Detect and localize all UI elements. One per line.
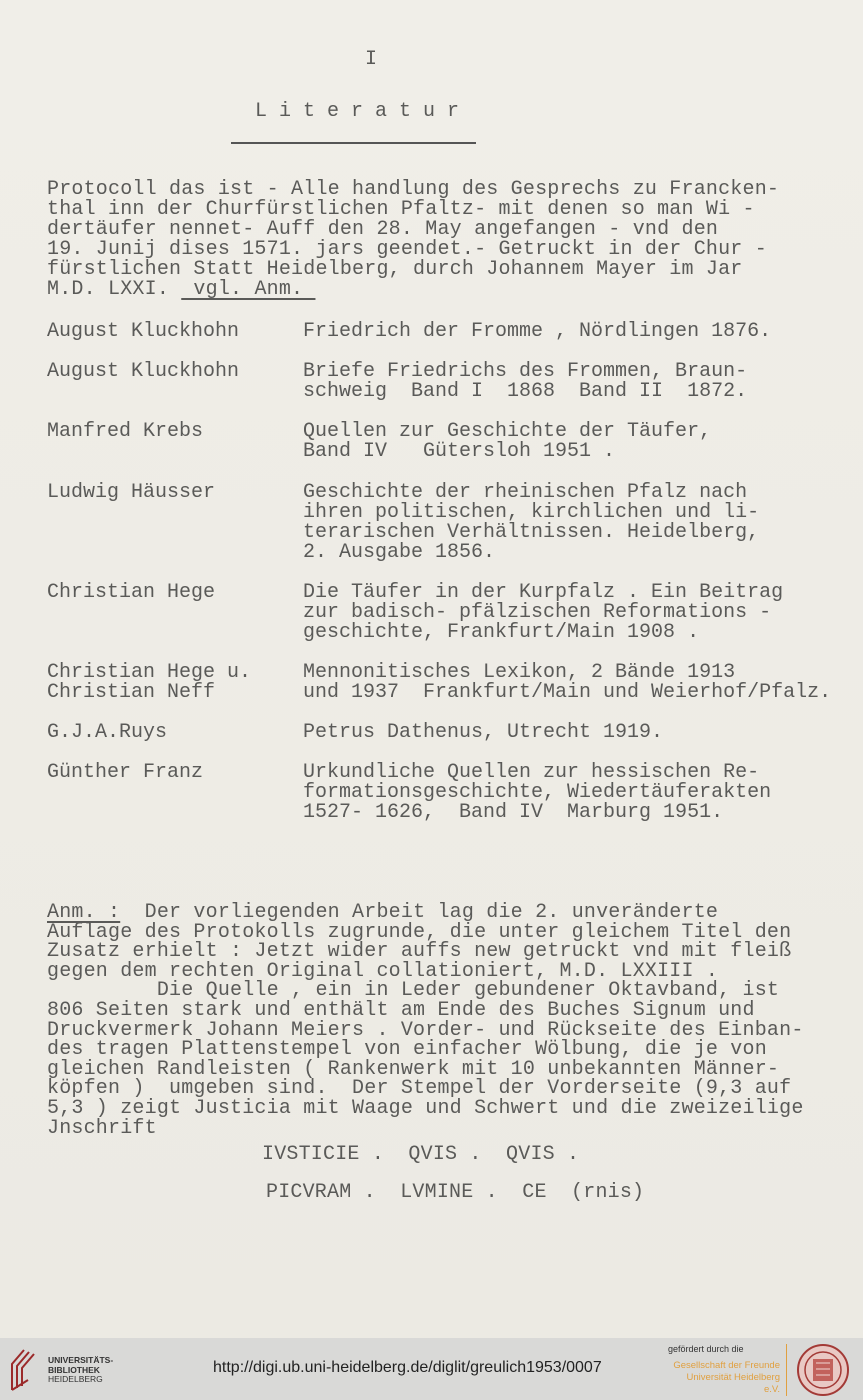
title-line: formationsgeschichte, Wiedertäuferakten xyxy=(303,781,772,804)
inscription-line-1: IVSTICIE . QVIS . QVIS . xyxy=(262,1143,580,1166)
annotation-line: 5,3 ) zeigt Justicia mit Waage und Schwert und die zweizeilige xyxy=(47,1096,804,1120)
annotation-line: Zusatz erhielt : Jetzt wider auffs new getruckt vnd mit fleiß xyxy=(47,940,792,964)
entry-title xyxy=(303,723,663,743)
author-line: Christian Hege xyxy=(47,581,216,604)
title-line: Die Täufer in der Kurpfalz . Ein Beitrag xyxy=(303,581,784,604)
entry-author xyxy=(47,723,167,743)
entry-author xyxy=(47,362,239,382)
inscription-line-2: PICVRAM . LVMINE . CE (rnis) xyxy=(266,1181,645,1204)
protocol-line: Protocoll das ist - Alle handlung des Gesprechs zu Francken- xyxy=(47,178,780,201)
title-line: Petrus Dathenus, Utrecht 1919. xyxy=(303,721,664,744)
author-line: G.J.A.Ruys xyxy=(47,721,168,744)
library-line: BIBLIOTHEK xyxy=(48,1364,100,1375)
annotation-line: 806 Seiten stark und enthält am Ende des Buches Signum und xyxy=(47,998,755,1022)
society-line: Gesellschaft der Freunde xyxy=(673,1360,780,1371)
protocol-line: fürstlichen Statt Heidelberg, durch Johannem Mayer im Jar xyxy=(47,258,743,281)
entry-title xyxy=(303,763,771,823)
annotation-label: Anm. : xyxy=(47,901,121,924)
page-number: I xyxy=(365,48,378,71)
title-line: Urkundliche Quellen zur hessischen Re- xyxy=(303,761,760,784)
annotation-line: gleichen Randleisten ( Rankenwerk mit 10 unbekannten Männer- xyxy=(47,1057,780,1081)
entry-title xyxy=(303,362,747,402)
protocol-line: 19. Junij dises 1571. jars geendet.- Getruckt in der Chur - xyxy=(47,238,767,261)
entry-title xyxy=(303,483,759,563)
annotation-line: gegen dem rechten Original collationiert, M.D. LXXIII . xyxy=(47,959,719,983)
entry-title xyxy=(303,422,711,462)
footer-bar xyxy=(0,1338,863,1400)
title-line: terarischen Verhältnissen. Heidelberg, xyxy=(303,521,760,544)
annotation xyxy=(47,903,804,1138)
divider xyxy=(786,1344,787,1396)
entry-author xyxy=(47,322,239,342)
permalink-url[interactable]: http://digi.ub.uni-heidelberg.de/diglit/greulich1953/0007 xyxy=(213,1359,602,1376)
title-line: 1527- 1626, Band IV Marburg 1951. xyxy=(303,801,724,824)
title-line: geschichte, Frankfurt/Main 1908 . xyxy=(303,621,700,644)
title-underline xyxy=(231,142,476,144)
ub-logo-icon[interactable] xyxy=(8,1346,42,1392)
title-line: Geschichte der rheinischen Pfalz nach xyxy=(303,481,748,504)
title-line: Band IV Gütersloh 1951 . xyxy=(303,440,616,463)
protocol-line: dertäufer nennet- Auff den 28. May angefangen - vnd den xyxy=(47,218,719,241)
annotation-first-line: Der vorliegenden Arbeit lag die 2. unveränderte xyxy=(120,901,719,924)
entry-author xyxy=(47,422,203,442)
author-line: Christian Hege u. xyxy=(47,661,252,684)
annotation-line: Druckvermerk Johann Meiers . Vorder- und Rückseite des Einban- xyxy=(47,1018,804,1042)
annotation-line: des tragen Plattenstempel von einfacher Wölbung, die je von xyxy=(47,1038,767,1062)
annotation-line: Auflage des Protokolls zugrunde, die unter gleichem Titel den xyxy=(47,920,792,944)
title-line: Mennonitisches Lexikon, 2 Bände 1913 xyxy=(303,661,736,684)
library-line: HEIDELBERG xyxy=(48,1374,103,1384)
entry-title xyxy=(303,663,831,703)
funded-by-label: gefördert durch die xyxy=(668,1344,744,1354)
title-line: und 1937 Frankfurt/Main und Weierhof/Pfalz. xyxy=(303,681,832,704)
entry-title xyxy=(303,583,783,643)
entry-title xyxy=(303,322,771,342)
society-line: Universität Heidelberg e.V. xyxy=(686,1372,780,1395)
library-name[interactable] xyxy=(48,1356,113,1385)
entry-author xyxy=(47,483,215,503)
protocol-reference: vgl. Anm. xyxy=(181,278,316,301)
author-line: Christian Neff xyxy=(47,681,216,704)
title-line: 2. Ausgabe 1856. xyxy=(303,541,496,564)
title-line: Friedrich der Fromme , Nördlingen 1876. xyxy=(303,320,772,343)
title-line: ihren politischen, kirchlichen und li- xyxy=(303,501,760,524)
title-line: Briefe Friedrichs des Frommen, Braun- xyxy=(303,360,748,383)
author-line: Günther Franz xyxy=(47,761,204,784)
annotation-line: Die Quelle , ein in Leder gebundener Oktavband, ist xyxy=(47,979,780,1003)
protocol-last-line: M.D. LXXI. xyxy=(47,278,182,301)
title-line: Quellen zur Geschichte der Täufer, xyxy=(303,420,712,443)
title-line: schweig Band I 1868 Band II 1872. xyxy=(303,380,748,403)
annotation-line: Jnschrift xyxy=(47,1116,157,1140)
title-line: zur badisch- pfälzischen Reformations - xyxy=(303,601,772,624)
society-name[interactable] xyxy=(670,1360,780,1396)
entry-author xyxy=(47,583,215,603)
entry-author xyxy=(47,663,251,703)
annotation-line: köpfen ) umgeben sind. Der Stempel der Vorderseite (9,3 auf xyxy=(47,1077,792,1101)
entry-author xyxy=(47,763,203,783)
author-line: Manfred Krebs xyxy=(47,420,204,443)
library-line: UNIVERSITÄTS- xyxy=(48,1355,114,1365)
protocol-line: thal inn der Churfürstlichen Pfaltz- mit denen so man Wi - xyxy=(47,198,755,221)
author-line: August Kluckhohn xyxy=(47,320,240,343)
author-line: August Kluckhohn xyxy=(47,360,240,383)
page-title: L i t e r a t u r xyxy=(255,100,460,123)
protocol-citation xyxy=(47,180,779,300)
university-seal-icon xyxy=(796,1343,850,1397)
author-line: Ludwig Häusser xyxy=(47,481,216,504)
